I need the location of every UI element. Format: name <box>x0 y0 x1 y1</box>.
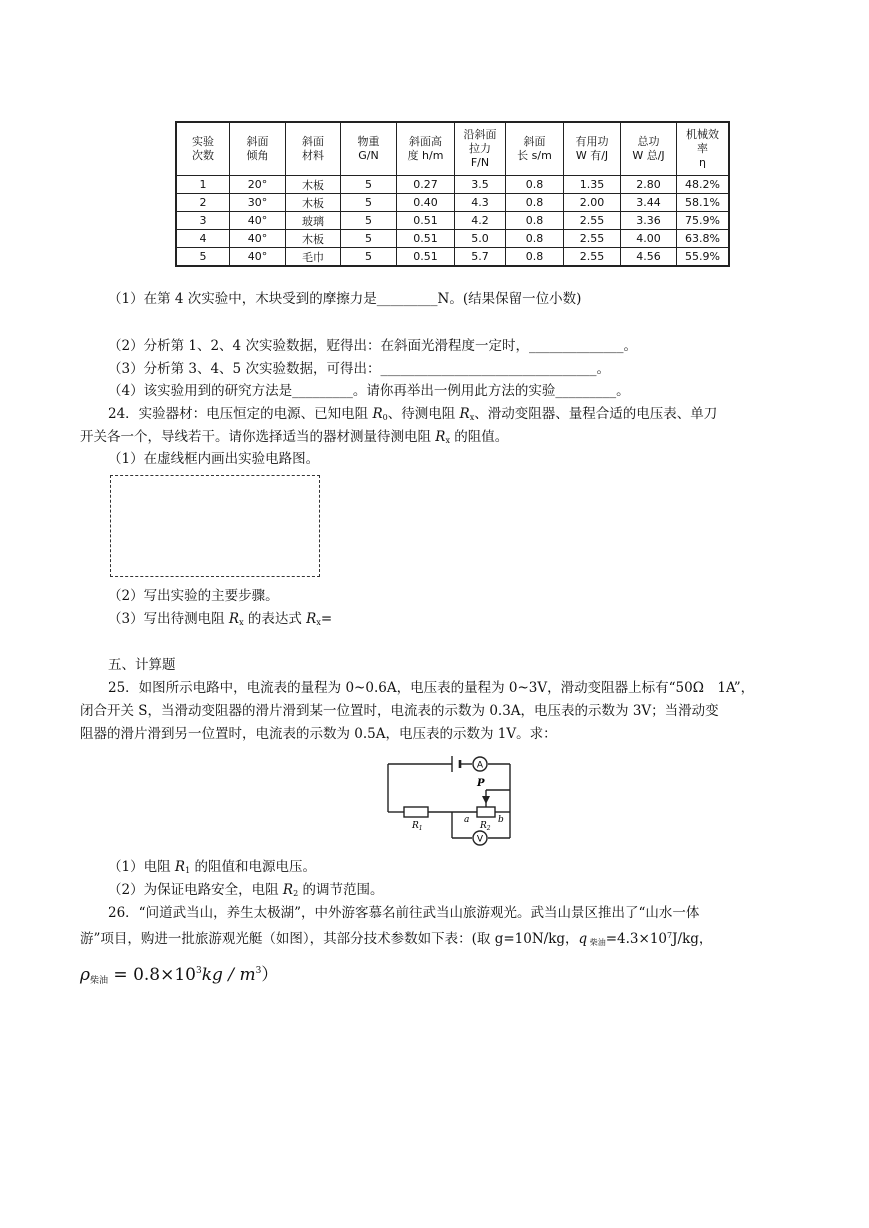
voltmeter-icon <box>473 831 487 845</box>
table-cell: 木板 <box>286 194 341 212</box>
table-cell: 5 <box>341 176 397 194</box>
table-cell: 0.8 <box>506 230 564 248</box>
table-cell: 4.2 <box>455 212 506 230</box>
table-cell: 2.00 <box>564 194 621 212</box>
table-cell: 5 <box>341 194 397 212</box>
table-cell: 1.35 <box>564 176 621 194</box>
q26-line2: 游”项目，购进一批旅游观光艇（如图），其部分技术参数如下表：(取 g=10N/kg，q $_{柴油}=4.3\times 10^7J/kg$， <box>80 931 713 947</box>
q23-part1: （1）在第 4 次实验中，木块受到的摩擦力是_________N。(结果保留一位小数) <box>108 291 582 307</box>
header-cell: 总功 W 总/J <box>621 122 677 176</box>
table-cell: 48.2% <box>677 176 730 194</box>
header-cell: 斜面 材料 <box>286 122 341 176</box>
header-cell: 物重 G/N <box>341 122 397 176</box>
diesel-density-formula: ρ柴油 = $0.8\times 10^3kg / m^3$） <box>80 965 279 986</box>
table-cell: 木板 <box>286 230 341 248</box>
header-cell: 有用功 W 有/J <box>564 122 621 176</box>
table-cell: 5 <box>341 230 397 248</box>
table-row <box>176 248 729 267</box>
table-cell: 5 <box>341 212 397 230</box>
q25-part1: （1）电阻 $R_1$ 的阻值和电源电压。 <box>108 859 316 875</box>
q24-part2: （2）写出实验的主要步骤。 <box>108 588 279 604</box>
table-cell: 5 <box>176 248 230 267</box>
table-cell: 0.8 <box>506 194 564 212</box>
table-row <box>176 230 729 248</box>
q24-part3: （3）写出待测电阻 $R_x$ 的表达式 $R_x=$ <box>108 611 333 627</box>
resistor-r1-icon <box>404 807 428 817</box>
rheostat-r2-icon <box>477 807 495 817</box>
experiment-table <box>175 121 730 267</box>
table-cell: 0.8 <box>506 248 564 267</box>
ammeter-icon <box>473 757 487 771</box>
header-cell: 机械效 率 η <box>677 122 730 176</box>
table-cell: 40° <box>230 248 286 267</box>
q25-part2: （2）为保证电路安全，电阻 $R_2$ 的调节范围。 <box>108 882 384 898</box>
table-cell: 3 <box>176 212 230 230</box>
q25-line2: 闭合开关 S，当滑动变阻器的滑片滑到某一位置时，电流表的示数为 0.3A，电压表的示数为 3V；当滑动变 <box>80 703 719 719</box>
table-cell: 75.9% <box>677 212 730 230</box>
q24-part1: （1）在虚线框内画出实验电路图。 <box>108 451 320 467</box>
table-cell: 木板 <box>286 176 341 194</box>
table-cell: 0.51 <box>397 212 455 230</box>
header-cell: 斜面 长 s/m <box>506 122 564 176</box>
table-cell: 2.55 <box>564 230 621 248</box>
svg-text:V: V <box>476 834 484 845</box>
battery-icon <box>452 756 460 772</box>
header-cell: 斜面 倾角 <box>230 122 286 176</box>
table-row <box>176 194 729 212</box>
table-cell: 毛巾 <box>286 248 341 267</box>
circuit-drawing-box[interactable] <box>110 475 320 577</box>
table-cell: 玻璃 <box>286 212 341 230</box>
end-a-label: a <box>464 815 470 825</box>
header-cell: 斜面高 度 h/m <box>397 122 455 176</box>
table-cell: 5.7 <box>455 248 506 267</box>
q23-part4: （4）该实验用到的研究方法是_________。请你再举出一例用此方法的实验_________。 <box>108 383 630 399</box>
section-heading: 五、计算题 <box>108 657 176 673</box>
table-cell: 40° <box>230 212 286 230</box>
table-cell: 3.36 <box>621 212 677 230</box>
r2-label: $R_2$ <box>480 821 491 832</box>
end-b-label: b <box>498 815 504 825</box>
r1-label: $R_1$ <box>412 821 423 832</box>
q25-line3: 阻器的滑片滑到另一位置时，电流表的示数为 0.5A，电压表的示数为 1V。求： <box>80 726 557 742</box>
table-cell: 5 <box>341 248 397 267</box>
table-cell: 0.51 <box>397 248 455 267</box>
header-cell: 沿斜面 拉力 F/N <box>455 122 506 176</box>
q24-intro-line2: 开关各一个，导线若干。请你选择适当的器材测量待测电阻 $R_x$ 的阻值。 <box>80 429 509 445</box>
table-cell: 58.1% <box>677 194 730 212</box>
table-cell: 0.40 <box>397 194 455 212</box>
q23-part2: （2）分析第 1、2、4 次实验数据，觃得出：在斜面光滑程度一定时，______________。 <box>108 338 637 354</box>
table-cell: 2 <box>176 194 230 212</box>
slider-arrow-icon <box>482 796 490 804</box>
table-row <box>176 212 729 230</box>
q26-line1: 26．“问道武当山，养生太极湖”，中外游客慕名前往武当山旅游观光。武当山景区推出了“山水一体 <box>108 905 700 921</box>
table-cell: 3.5 <box>455 176 506 194</box>
table-cell: 20° <box>230 176 286 194</box>
table-cell: 2.55 <box>564 248 621 267</box>
slider-label: P <box>477 778 485 789</box>
circuit-diagram <box>382 752 522 848</box>
table-cell: 0.27 <box>397 176 455 194</box>
svg-text:A: A <box>476 760 484 771</box>
table-row <box>176 176 729 194</box>
table-cell: 0.8 <box>506 212 564 230</box>
table-cell: 0.8 <box>506 176 564 194</box>
table-cell: 55.9% <box>677 248 730 267</box>
table-cell: 4.56 <box>621 248 677 267</box>
table-cell: 3.44 <box>621 194 677 212</box>
table-cell: 0.51 <box>397 230 455 248</box>
table-cell: 1 <box>176 176 230 194</box>
q23-part3: （3）分析第 3、4、5 次实验数据，可得出：________________________________。 <box>108 361 610 377</box>
table-cell: 2.55 <box>564 212 621 230</box>
q24-intro-line1: 24．实验器材：电压恒定的电源、已知电阻 $R_0$、待测电阻 $R_x$、滑动变阻器、量程合适的电压表、单刀 <box>108 406 718 422</box>
table-cell: 4.00 <box>621 230 677 248</box>
table-cell: 4.3 <box>455 194 506 212</box>
table-cell: 4 <box>176 230 230 248</box>
table-cell: 5.0 <box>455 230 506 248</box>
table-cell: 30° <box>230 194 286 212</box>
table-cell: 63.8% <box>677 230 730 248</box>
header-cell: 实验 次数 <box>176 122 230 176</box>
table-header-row <box>176 122 729 176</box>
table-cell: 2.80 <box>621 176 677 194</box>
q25-line1: 25．如图所示电路中，电流表的量程为 0~0.6A，电压表的量程为 0~3V，滑动变阻器上标有“50Ω 1A”， <box>108 680 755 696</box>
table-cell: 40° <box>230 230 286 248</box>
